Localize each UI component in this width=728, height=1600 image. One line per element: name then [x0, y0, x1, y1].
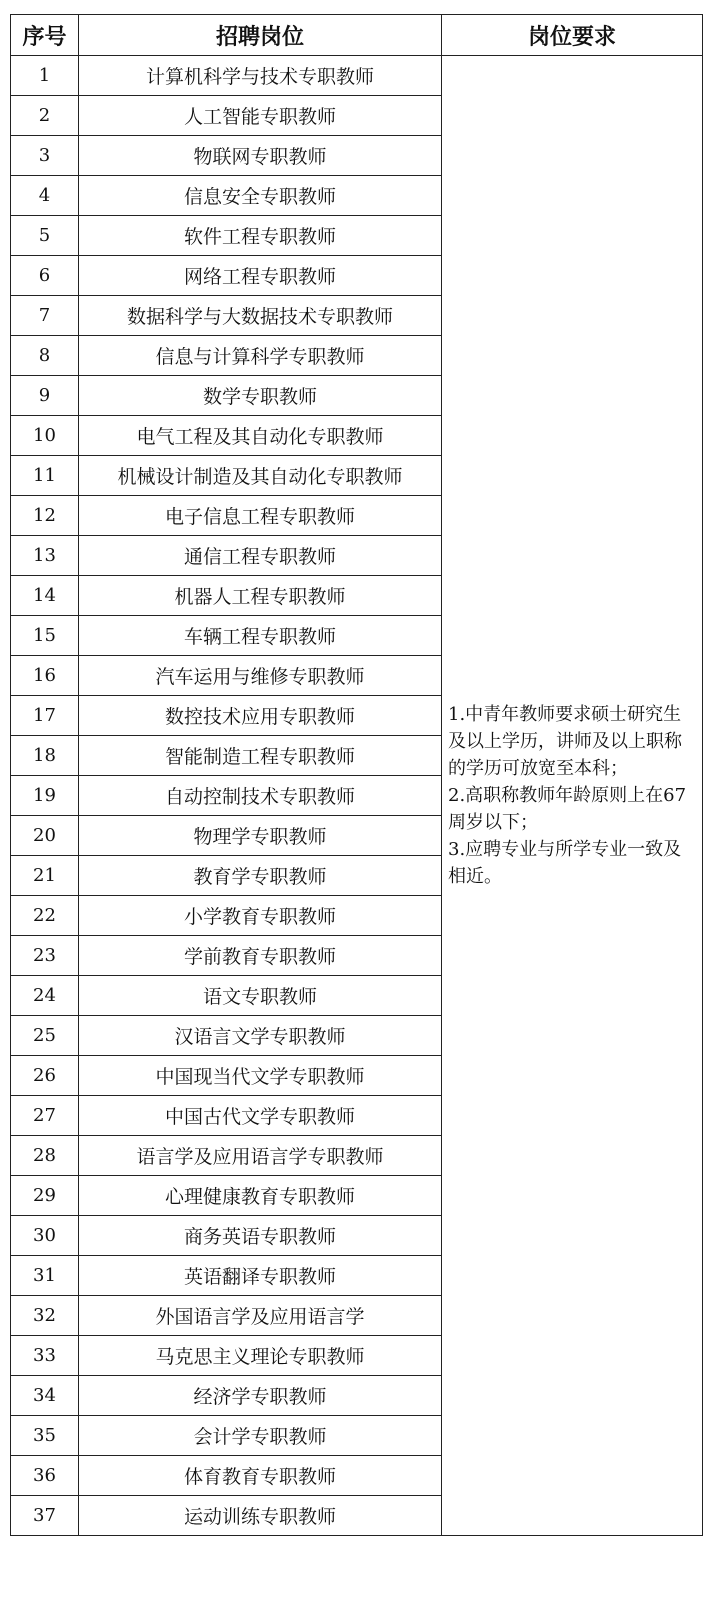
requirement-item: 1.中青年教师要求硕士研究生及以上学历，讲师及以上职称的学历可放宽至本科； [448, 704, 682, 779]
requirement-item: 2.高职称教师年龄原则上在67周岁以下； [448, 785, 687, 833]
row-position: 软件工程专职教师 [79, 216, 442, 256]
row-index: 16 [11, 656, 79, 696]
row-index: 14 [11, 576, 79, 616]
row-position: 数控技术应用专职教师 [79, 696, 442, 736]
row-index: 27 [11, 1096, 79, 1136]
row-index: 13 [11, 536, 79, 576]
row-position: 计算机科学与技术专职教师 [79, 56, 442, 96]
row-index: 7 [11, 296, 79, 336]
row-index: 18 [11, 736, 79, 776]
recruitment-table-wrapper [10, 14, 703, 1536]
row-position: 马克思主义理论专职教师 [79, 1336, 442, 1376]
row-index: 37 [11, 1496, 79, 1536]
row-index: 9 [11, 376, 79, 416]
row-index: 19 [11, 776, 79, 816]
row-index: 23 [11, 936, 79, 976]
row-position: 英语翻译专职教师 [79, 1256, 442, 1296]
row-index: 3 [11, 136, 79, 176]
row-index: 12 [11, 496, 79, 536]
row-index: 4 [11, 176, 79, 216]
row-position: 物联网专职教师 [79, 136, 442, 176]
requirements-cell [442, 56, 703, 1536]
requirement-item: 3.应聘专业与所学专业一致及相近。 [448, 839, 682, 887]
row-index: 6 [11, 256, 79, 296]
row-index: 11 [11, 456, 79, 496]
row-position: 语文专职教师 [79, 976, 442, 1016]
row-position: 通信工程专职教师 [79, 536, 442, 576]
row-position: 机械设计制造及其自动化专职教师 [79, 456, 442, 496]
row-index: 21 [11, 856, 79, 896]
header-row [11, 15, 703, 56]
row-position: 会计学专职教师 [79, 1416, 442, 1456]
row-position: 智能制造工程专职教师 [79, 736, 442, 776]
row-index: 26 [11, 1056, 79, 1096]
row-position: 网络工程专职教师 [79, 256, 442, 296]
row-index: 8 [11, 336, 79, 376]
row-position: 数学专职教师 [79, 376, 442, 416]
row-index: 22 [11, 896, 79, 936]
row-position: 运动训练专职教师 [79, 1496, 442, 1536]
row-position: 信息安全专职教师 [79, 176, 442, 216]
row-position: 信息与计算科学专职教师 [79, 336, 442, 376]
row-position: 数据科学与大数据技术专职教师 [79, 296, 442, 336]
row-index: 15 [11, 616, 79, 656]
table-body [11, 56, 703, 1536]
row-position: 学前教育专职教师 [79, 936, 442, 976]
row-index: 29 [11, 1176, 79, 1216]
row-index: 25 [11, 1016, 79, 1056]
row-index: 17 [11, 696, 79, 736]
header-requirements: 岗位要求 [442, 15, 703, 56]
row-index: 10 [11, 416, 79, 456]
header-index: 序号 [11, 15, 79, 56]
row-position: 经济学专职教师 [79, 1376, 442, 1416]
row-position: 外国语言学及应用语言学 [79, 1296, 442, 1336]
row-position: 教育学专职教师 [79, 856, 442, 896]
recruitment-table [10, 14, 703, 1536]
row-index: 5 [11, 216, 79, 256]
row-position: 自动控制技术专职教师 [79, 776, 442, 816]
row-position: 中国现当代文学专职教师 [79, 1056, 442, 1096]
row-position: 电气工程及其自动化专职教师 [79, 416, 442, 456]
row-position: 体育教育专职教师 [79, 1456, 442, 1496]
header-position: 招聘岗位 [79, 15, 442, 56]
row-index: 32 [11, 1296, 79, 1336]
row-index: 30 [11, 1216, 79, 1256]
row-index: 28 [11, 1136, 79, 1176]
row-position: 心理健康教育专职教师 [79, 1176, 442, 1216]
row-position: 机器人工程专职教师 [79, 576, 442, 616]
row-index: 34 [11, 1376, 79, 1416]
row-index: 2 [11, 96, 79, 136]
row-index: 35 [11, 1416, 79, 1456]
row-position: 小学教育专职教师 [79, 896, 442, 936]
row-index: 1 [11, 56, 79, 96]
row-index: 36 [11, 1456, 79, 1496]
row-position: 中国古代文学专职教师 [79, 1096, 442, 1136]
table-header [11, 15, 703, 56]
row-index: 24 [11, 976, 79, 1016]
table-row [11, 56, 703, 96]
row-position: 语言学及应用语言学专职教师 [79, 1136, 442, 1176]
row-position: 汽车运用与维修专职教师 [79, 656, 442, 696]
row-index: 33 [11, 1336, 79, 1376]
row-index: 31 [11, 1256, 79, 1296]
row-position: 电子信息工程专职教师 [79, 496, 442, 536]
row-position: 人工智能专职教师 [79, 96, 442, 136]
row-position: 物理学专职教师 [79, 816, 442, 856]
row-position: 车辆工程专职教师 [79, 616, 442, 656]
row-index: 20 [11, 816, 79, 856]
row-position: 商务英语专职教师 [79, 1216, 442, 1256]
row-position: 汉语言文学专职教师 [79, 1016, 442, 1056]
